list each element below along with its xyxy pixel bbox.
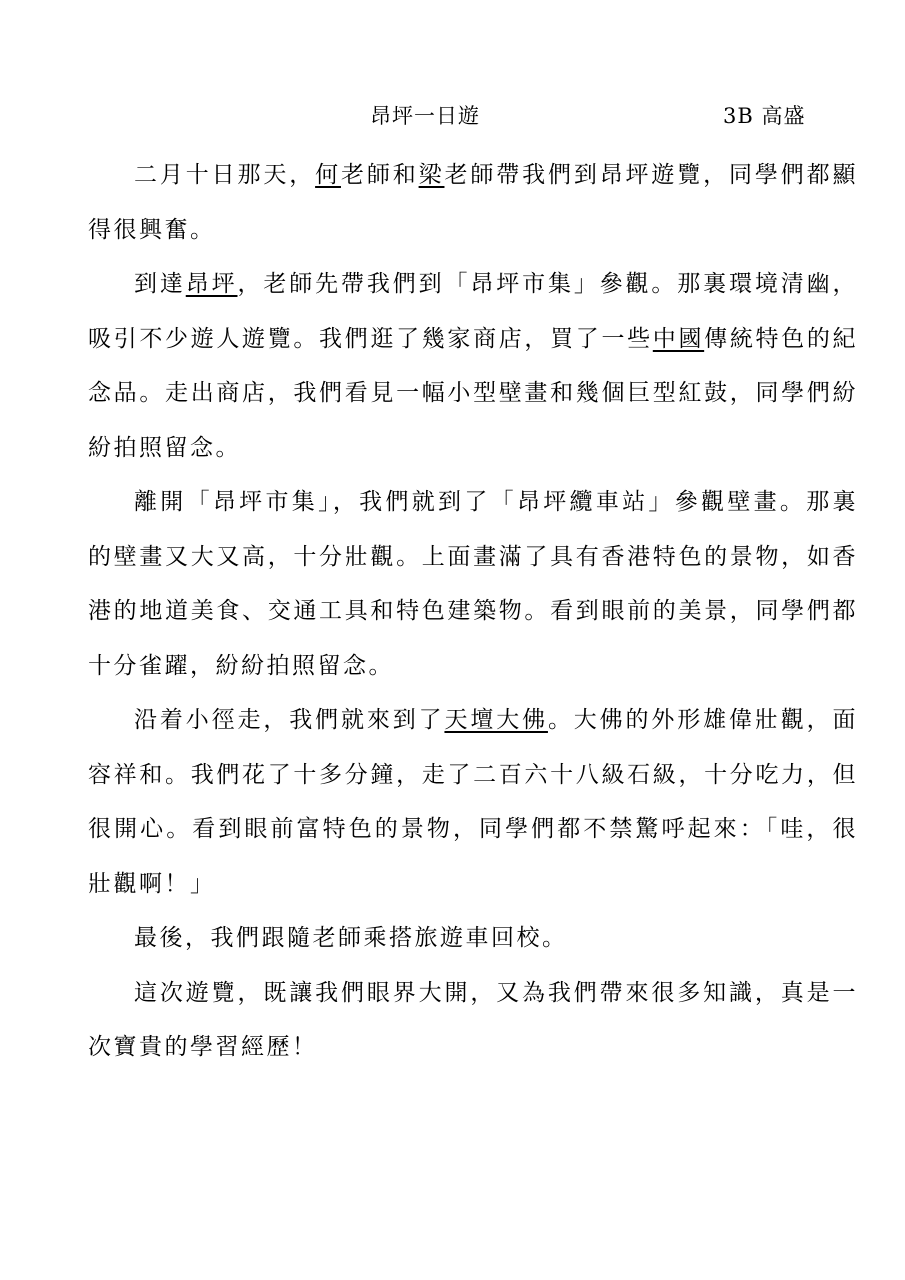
author-name: 3B 高盛 [723,104,806,128]
proper-noun: 昂坪 [185,271,238,297]
paragraph [88,148,858,257]
proper-noun: 梁 [418,162,445,188]
text-segment: 最後，我們跟隨老師乘搭旅遊車回校。 [134,925,568,951]
text-segment: 老師和 [340,162,419,188]
text-segment: 到達 [134,271,186,297]
proper-noun: 中國 [652,325,705,352]
essay-title: 昂坪一日遊 [370,104,480,128]
document-page [88,96,858,1075]
paragraph [88,911,858,966]
text-segment: 這次遊覽，既讓我們眼界大開，又為我們帶來很多知識，真是一次寶貴的學習經歷！ [88,979,858,1060]
title-row [88,96,858,136]
text-segment: 二月十日那天， [134,162,316,188]
text-segment: 老師帶我們到昂坪遊覽，同學們都顯得很興奮。 [88,162,859,243]
paragraph [88,693,858,911]
text-segment: 傳統特色的紀念品。走出商店，我們看見一幅小型壁畫和幾個巨型紅鼓，同學們紛紛拍照留念。 [88,325,859,461]
paragraph [88,475,858,693]
paragraph [88,966,858,1075]
text-segment: ，老師先帶我們到「昂坪市集」參觀。那裏環境清幽，吸引不少遊人遊覽。我們逛了幾家商店，買了一些 [88,271,859,352]
text-segment: 。大佛的外形雄偉壯觀，面容祥和。我們花了十多分鐘，走了二百六十八級石級，十分吃力，但很開心。看到眼前富特色的景物，同學們都不禁驚呼起來：「哇，很壯觀啊！」 [88,707,859,897]
proper-noun: 天壇大佛 [444,707,548,733]
text-segment: 沿着小徑走，我們就來到了 [134,707,445,733]
proper-noun: 何 [315,162,341,188]
paragraph [88,257,858,475]
text-segment: 離開「昂坪市集」，我們就到了「昂坪纜車站」參觀壁畫。那裏的壁畫又大又高，十分壯觀。上面畫滿了具有香港特色的景物，如香港的地道美食、交通工具和特色建築物。看到眼前的美景，同學們都十分雀躍，紛紛拍照留念。 [88,489,858,679]
essay-body [88,148,858,1075]
